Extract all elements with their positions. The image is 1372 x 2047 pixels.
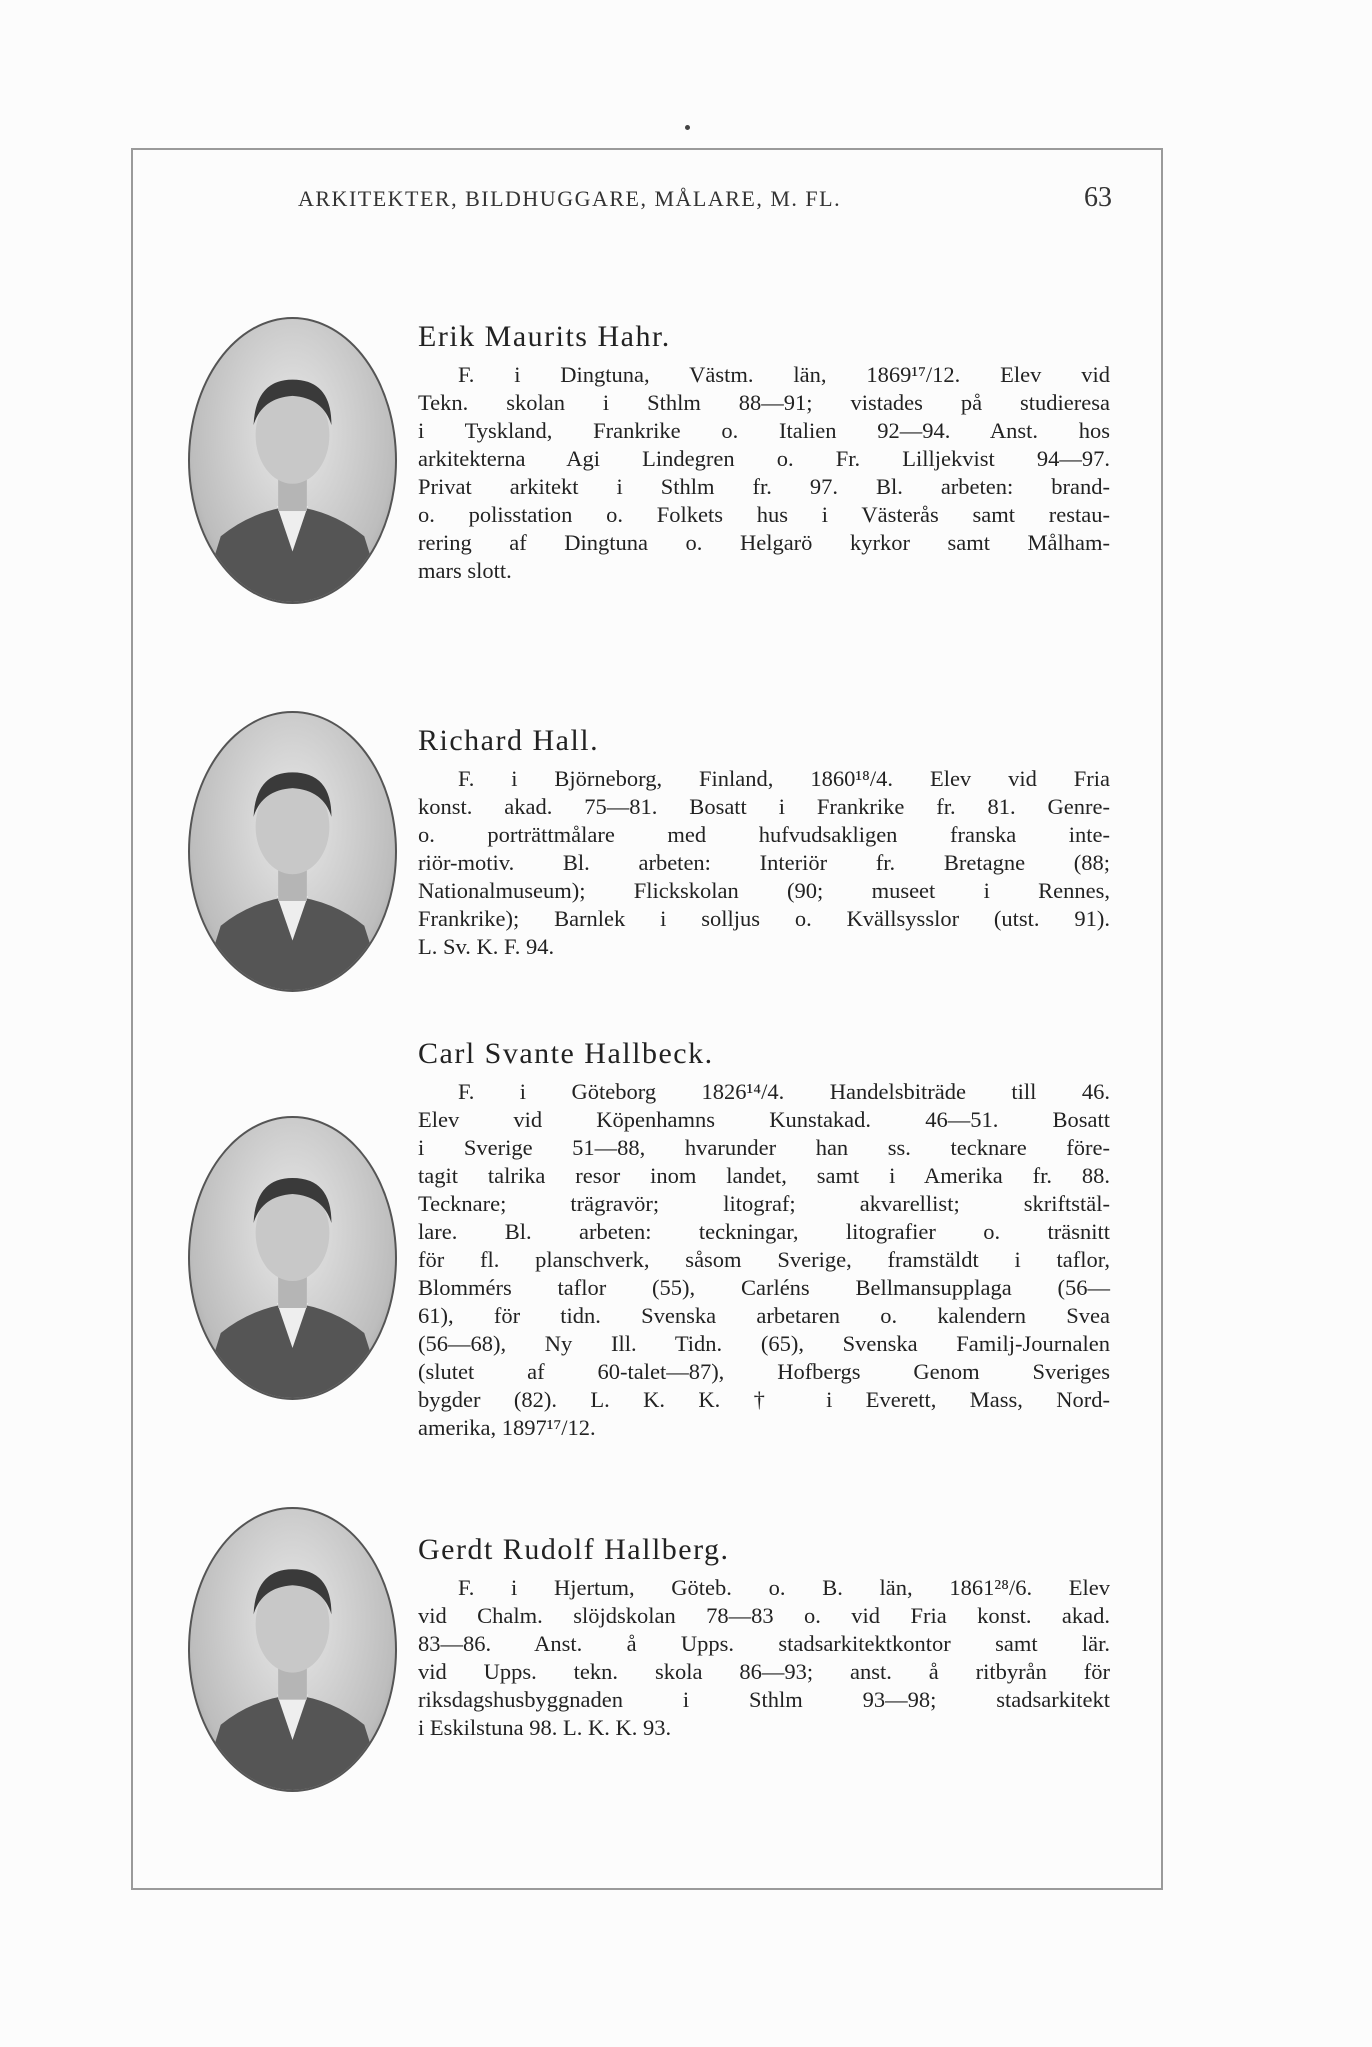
- biography-line: Elev vid Köpenhamns Kunstakad. 46—51. Bosatt: [418, 1107, 1110, 1132]
- biography-line: Privat arkitekt i Sthlm fr. 97. Bl. arbeten: brand-: [418, 474, 1110, 499]
- biography-line: (56—68), Ny Ill. Tidn. (65), Svenska Familj-Journalen: [418, 1331, 1110, 1356]
- biography-line: rering af Dingtuna o. Helgarö kyrkor samt Målham-: [418, 530, 1110, 555]
- biography-line: i Tyskland, Frankrike o. Italien 92—94. Anst. hos: [418, 418, 1110, 443]
- biography-line: o. porträttmålare med hufvudsakligen franska inte-: [418, 822, 1110, 847]
- biography-line: vid Upps. tekn. skola 86—93; anst. å ritbyrån för: [418, 1659, 1110, 1684]
- biography-line: F. i Hjertum, Göteb. o. B. län, 1861²⁸/6. Elev: [458, 1575, 1110, 1600]
- biography-line: tagit talrika resor inom landet, samt i Amerika fr. 88.: [418, 1163, 1110, 1188]
- biography-line: vid Chalm. slöjdskolan 78—83 o. vid Fria konst. akad.: [418, 1603, 1110, 1628]
- person-name: Richard Hall.: [418, 724, 600, 757]
- biography-line: amerika, 1897¹⁷/12.: [418, 1415, 596, 1440]
- portrait-hallbeck: [188, 1116, 397, 1400]
- biography-line: Tekn. skolan i Sthlm 88—91; vistades på studieresa: [418, 390, 1110, 415]
- biography-line: Frankrike); Barnlek i solljus o. Kvällsysslor (utst. 91).: [418, 906, 1110, 931]
- biography-line: 83—86. Anst. å Upps. stadsarkitektkontor samt lär.: [418, 1631, 1110, 1656]
- biography-line: Tecknare; trägravör; litograf; akvarellist; skriftstäl-: [418, 1191, 1110, 1216]
- biography-line: 61), för tidn. Svenska arbetaren o. kalendern Svea: [418, 1303, 1110, 1328]
- biography-line: mars slott.: [418, 558, 512, 583]
- biography-line: (slutet af 60-talet—87), Hofbergs Genom Sveriges: [418, 1359, 1110, 1384]
- entry-hahr: [418, 317, 1110, 585]
- entry-hallberg: [418, 1530, 1110, 1742]
- portrait-hallberg: [188, 1507, 397, 1792]
- portrait-figure-icon: [190, 1118, 395, 1398]
- entry-hall: [418, 721, 1110, 961]
- biography-line: o. polisstation o. Folkets hus i Västerås samt restau-: [418, 502, 1110, 527]
- portrait-figure-icon: [190, 319, 395, 602]
- biography-line: Blommérs taflor (55), Carléns Bellmansupplaga (56—: [418, 1275, 1110, 1300]
- print-speck: [685, 125, 690, 130]
- biography-line: arkitekterna Agi Lindegren o. Fr. Lilljekvist 94—97.: [418, 446, 1110, 471]
- entry-hallbeck: [418, 1034, 1110, 1442]
- biography-line: F. i Dingtuna, Västm. län, 1869¹⁷/12. Elev vid: [458, 362, 1110, 387]
- biography-line: riör-motiv. Bl. arbeten: Interiör fr. Bretagne (88;: [418, 850, 1110, 875]
- biography-line: i Eskilstuna 98. L. K. K. 93.: [418, 1715, 672, 1740]
- biography-line: konst. akad. 75—81. Bosatt i Frankrike fr. 81. Genre-: [418, 794, 1110, 819]
- page-number: 63: [1084, 182, 1112, 213]
- biography-line: F. i Björneborg, Finland, 1860¹⁸/4. Elev vid Fria: [458, 766, 1110, 791]
- running-header: [298, 182, 1112, 213]
- portrait-hall: [188, 711, 397, 992]
- portrait-figure-icon: [190, 713, 395, 990]
- biography-line: för fl. planschverk, såsom Sverige, framstäldt i taflor,: [418, 1247, 1110, 1272]
- portrait-figure-icon: [190, 1509, 395, 1790]
- header-title: ARKITEKTER, BILDHUGGARE, MÅLARE, M. FL.: [298, 186, 842, 211]
- biography-line: F. i Göteborg 1826¹⁴/4. Handelsbiträde till 46.: [458, 1079, 1110, 1104]
- biography-line: Nationalmuseum); Flickskolan (90; museet i Rennes,: [418, 878, 1110, 903]
- person-name: Erik Maurits Hahr.: [418, 320, 671, 353]
- biography-line: lare. Bl. arbeten: teckningar, litografier o. träsnitt: [418, 1219, 1110, 1244]
- biography-line: i Sverige 51—88, hvarunder han ss. tecknare före-: [418, 1135, 1110, 1160]
- person-name: Carl Svante Hallbeck.: [418, 1037, 714, 1070]
- biography-line: riksdagshusbyggnaden i Sthlm 93—98; stadsarkitekt: [418, 1687, 1110, 1712]
- biography-line: L. Sv. K. F. 94.: [418, 934, 555, 959]
- person-name: Gerdt Rudolf Hallberg.: [418, 1533, 730, 1566]
- portrait-hahr: [188, 317, 397, 604]
- biography-line: bygder (82). L. K. K. † i Everett, Mass, Nord-: [418, 1387, 1110, 1412]
